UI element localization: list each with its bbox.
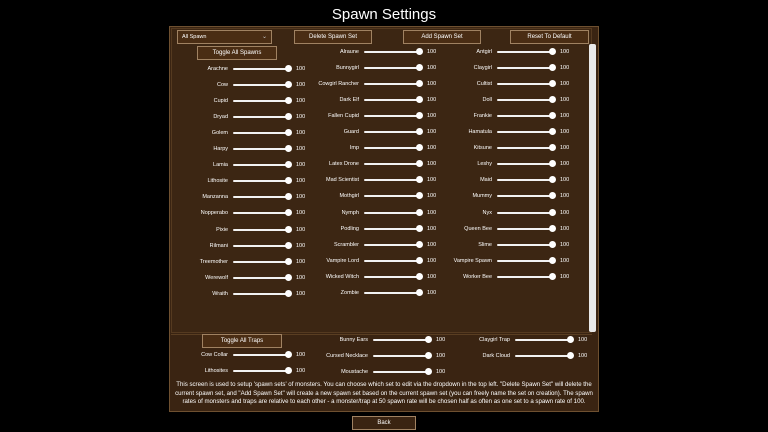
spawn-label: Wicked Witch <box>325 273 359 280</box>
spawn-rate-value: 100 <box>427 129 437 136</box>
spawn-rate-value: 100 <box>436 337 446 343</box>
spawn-label: Werewolf <box>205 274 228 281</box>
spawn-label: Rilmani <box>209 242 228 249</box>
spawn-rate-value: 100 <box>560 129 570 136</box>
slider-handle[interactable] <box>549 273 556 280</box>
spawn-rate-slider[interactable] <box>497 51 553 53</box>
spawn-rate-slider[interactable] <box>515 355 571 357</box>
spawn-label: Vampire Lord <box>326 257 359 264</box>
slider-handle[interactable] <box>549 209 556 216</box>
spawn-rate-value: 100 <box>296 352 306 358</box>
spawn-label: Dark Elf <box>339 97 359 104</box>
spawn-rate-value: 100 <box>560 241 570 248</box>
spawn-rate-value: 100 <box>296 290 306 297</box>
spawn-set-dropdown-value: All Spawn <box>182 34 207 40</box>
slider-handle[interactable] <box>425 368 432 375</box>
spawn-rate-value: 100 <box>427 81 437 88</box>
spawn-rate-value: 100 <box>427 49 437 55</box>
spawn-label: Cursed Necklace <box>326 353 368 359</box>
spawn-rate-slider[interactable] <box>515 339 571 341</box>
spawn-label: Slime <box>478 241 492 248</box>
spawn-rate-value: 100 <box>296 194 306 201</box>
slider-handle[interactable] <box>416 289 423 296</box>
spawn-rate-slider[interactable] <box>497 115 553 117</box>
spawn-rate-value: 100 <box>296 178 306 185</box>
spawn-label: Mothgirl <box>339 193 359 200</box>
spawn-label: Dryad <box>213 114 228 121</box>
spawn-rate-value: 100 <box>296 210 306 217</box>
back-button[interactable]: Back <box>352 416 416 430</box>
spawn-set-dropdown[interactable] <box>177 30 272 44</box>
spawn-rate-value: 100 <box>296 114 306 121</box>
spawn-label: Lithosites <box>204 368 228 374</box>
spawn-label: Nyx <box>482 209 492 216</box>
spawn-rate-value: 100 <box>560 161 570 168</box>
spawn-rate-slider[interactable] <box>497 147 553 149</box>
spawn-rate-value: 100 <box>427 113 437 120</box>
spawn-label: Harpy <box>213 146 228 153</box>
spawn-rate-value: 100 <box>427 65 437 72</box>
spawn-rate-value: 100 <box>296 368 306 374</box>
spawn-rate-slider[interactable] <box>497 276 553 278</box>
spawn-rate-value: 100 <box>427 193 437 200</box>
spawn-rate-value: 100 <box>560 65 570 72</box>
spawn-label: Nopperabo <box>200 210 228 217</box>
spawn-rate-value: 100 <box>560 81 570 88</box>
spawn-label: Cultist <box>476 81 492 88</box>
slider-handle[interactable] <box>549 241 556 248</box>
scrollbar[interactable] <box>589 44 596 332</box>
slider-handle[interactable] <box>549 225 556 232</box>
spawn-label: Latex Drone <box>329 161 359 168</box>
spawn-label: Golem <box>211 130 228 137</box>
spawn-label: Scrambler <box>333 241 359 248</box>
spawn-rate-value: 100 <box>560 193 570 200</box>
spawn-rate-slider[interactable] <box>497 212 553 214</box>
slider-handle[interactable] <box>549 64 556 71</box>
spawn-label: Lithosite <box>207 178 228 185</box>
spawn-rate-value: 100 <box>427 241 437 248</box>
spawn-rate-value: 100 <box>427 273 437 280</box>
spawn-rate-value: 100 <box>560 225 570 232</box>
spawn-rate-value: 100 <box>560 49 570 55</box>
spawn-label: Claygirl Trap <box>479 337 510 343</box>
spawn-label: Manzanna <box>202 194 228 201</box>
spawn-rate-value: 100 <box>427 209 437 216</box>
spawn-rate-slider[interactable] <box>497 67 553 69</box>
spawn-label: Cowgirl Rancher <box>318 81 359 88</box>
spawn-rate-slider[interactable] <box>497 244 553 246</box>
spawn-rate-value: 100 <box>560 113 570 120</box>
spawn-rate-value: 100 <box>296 66 306 72</box>
add-spawn-set-button[interactable]: Add Spawn Set <box>403 30 481 44</box>
spawn-rate-value: 100 <box>296 162 306 169</box>
spawn-label: Claygirl <box>473 65 492 72</box>
spawn-label: Arachne <box>207 66 228 72</box>
spawn-label: Fallen Cupid <box>328 113 359 120</box>
spawn-rate-value: 100 <box>560 145 570 152</box>
spawn-rate-value: 100 <box>560 257 570 264</box>
toggle-all-spawns-button[interactable]: Toggle All Spawns <box>197 46 277 60</box>
spawn-label: Mummy <box>472 193 492 200</box>
spawn-rate-slider[interactable] <box>497 260 553 262</box>
spawn-rate-slider[interactable] <box>497 83 553 85</box>
spawn-label: Mad Scientist <box>325 177 359 184</box>
help-text: This screen is used to setup 'spawn sets' of monsters. You can choose which set to edit via the dropdown in the top left. "Delete Spawn Set" will delete the current spawn set, and "Add Spawn Set" will create a new spawn set based on the current spawn set (you can freely name the set on creation). The spawn rates of monsters and traps are relative to each other - a monster/trap at 50 spawn rate will be chosen half as often as one set to a spawn rate of 100. <box>175 381 593 406</box>
spawn-label: Imp <box>349 145 359 152</box>
reset-to-default-button[interactable]: Reset To Default <box>510 30 589 44</box>
spawn-label: Treemother <box>199 258 228 265</box>
spawn-rate-value: 100 <box>436 369 446 375</box>
page-title: Spawn Settings <box>331 6 437 23</box>
slider-handle[interactable] <box>567 352 574 359</box>
spawn-rate-value: 100 <box>296 226 306 233</box>
spawn-label: Vampire Spawn <box>453 257 492 264</box>
spawn-rate-slider[interactable] <box>373 371 429 373</box>
spawn-rate-value: 100 <box>427 161 437 168</box>
slider-handle[interactable] <box>549 48 556 55</box>
spawn-rate-value: 100 <box>436 353 446 359</box>
chevron-down-icon: ⌄ <box>261 34 267 40</box>
spawn-rate-value: 100 <box>296 242 306 249</box>
spawn-label: Moustache <box>341 369 368 375</box>
spawn-label: Bunnygirl <box>336 65 359 72</box>
spawn-rate-value: 100 <box>427 257 437 264</box>
spawn-rate-value: 100 <box>560 209 570 216</box>
spawn-rate-value: 100 <box>296 258 306 265</box>
toggle-all-traps-button[interactable]: Toggle All Traps <box>202 334 282 348</box>
spawn-rate-value: 100 <box>427 289 437 296</box>
delete-spawn-set-button[interactable]: Delete Spawn Set <box>294 30 372 44</box>
spawn-rate-value: 100 <box>578 353 588 359</box>
slider-handle[interactable] <box>549 257 556 264</box>
spawn-label: Cupid <box>213 98 228 105</box>
spawn-rate-slider[interactable] <box>497 131 553 133</box>
spawn-label: Guard <box>343 129 359 136</box>
spawn-rate-value: 100 <box>427 177 437 184</box>
spawn-label: Kitsune <box>473 145 492 152</box>
spawn-label: Leshy <box>477 161 492 168</box>
spawn-label: Cow Collar <box>201 352 228 358</box>
spawn-label: Worker Bee <box>463 273 492 280</box>
spawn-rate-value: 100 <box>560 97 570 104</box>
spawn-rate-value: 100 <box>427 97 437 104</box>
spawn-rate-value: 100 <box>296 274 306 281</box>
spawn-rate-value: 100 <box>296 98 306 105</box>
spawn-label: Nymph <box>341 209 359 216</box>
spawn-label: Lamia <box>213 162 228 169</box>
spawn-rate-value: 100 <box>296 82 306 89</box>
spawn-rate-value: 100 <box>296 130 306 137</box>
spawn-label: Pixie <box>216 226 228 233</box>
spawn-label: Podling <box>340 225 359 232</box>
spawn-label: Wraith <box>212 290 228 297</box>
spawn-rate-value: 100 <box>560 273 570 280</box>
spawn-rate-value: 100 <box>427 225 437 232</box>
spawn-label: Hamatula <box>468 129 492 136</box>
spawn-rate-value: 100 <box>296 146 306 153</box>
spawn-rate-slider[interactable] <box>364 292 420 294</box>
spawn-rate-value: 100 <box>427 145 437 152</box>
spawn-label: Alraune <box>340 49 359 55</box>
spawn-rate-value: 100 <box>560 177 570 184</box>
spawn-rate-slider[interactable] <box>497 228 553 230</box>
spawn-rate-value: 100 <box>578 337 588 343</box>
spawn-label: Antgirl <box>476 49 492 55</box>
spawn-label: Zombie <box>340 289 359 296</box>
spawn-label: Doll <box>482 97 492 104</box>
slider-handle[interactable] <box>567 336 574 343</box>
spawn-label: Maid <box>480 177 492 184</box>
spawn-label: Bunny Ears <box>339 337 368 343</box>
spawn-label: Frankie <box>473 113 492 120</box>
spawn-label: Queen Bee <box>464 225 492 232</box>
spawn-rate-slider[interactable] <box>497 99 553 101</box>
spawn-label: Dark Cloud <box>482 353 510 359</box>
spawn-label: Cow <box>216 82 228 89</box>
